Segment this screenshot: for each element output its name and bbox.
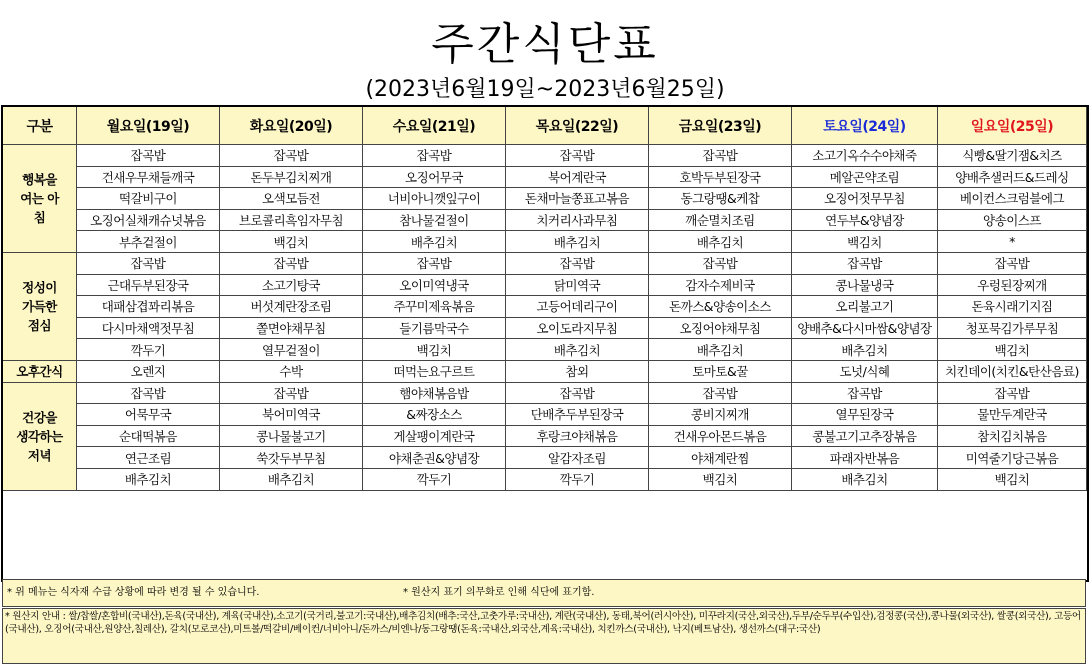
menu-cell: 잡곡밥 (792, 382, 938, 404)
menu-row (3, 360, 1087, 382)
menu-row (3, 447, 1087, 469)
menu-cell: 백김치 (792, 231, 938, 253)
section-label: 건강을 생각하는 저녁 (3, 382, 77, 490)
menu-cell: 배추김치 (77, 468, 220, 490)
menu-cell: 쑥갓두부무침 (220, 447, 363, 469)
header-day-4: 금요일(23일) (649, 107, 792, 145)
menu-cell: 주꾸미제육볶음 (363, 296, 506, 318)
menu-row (3, 425, 1087, 447)
menu-cell: 백김치 (649, 468, 792, 490)
menu-cell: 호박두부된장국 (649, 166, 792, 188)
header-row (3, 107, 1087, 145)
weekly-menu-table (2, 106, 1087, 491)
menu-cell: 도넛/식혜 (792, 360, 938, 382)
period-subtitle: (2023년6월19일~2023년6월25일) (365, 77, 725, 102)
menu-cell: 콩비지찌개 (649, 404, 792, 426)
menu-cell: 백김치 (363, 339, 506, 361)
menu-cell: 돈까스&양송이소스 (649, 296, 792, 318)
menu-cell: 치커리사과무침 (506, 209, 649, 231)
menu-cell: 치킨데이(치킨&탄산음료) (938, 360, 1087, 382)
menu-cell: 배추김치 (506, 231, 649, 253)
menu-cell: 양배추&다시마쌈&양념장 (792, 317, 938, 339)
menu-cell: 소고기옥수수야채죽 (792, 145, 938, 167)
menu-cell: 잡곡밥 (649, 145, 792, 167)
menu-row (3, 468, 1087, 490)
menu-cell: 오징어무국 (363, 166, 506, 188)
menu-cell: 콩나물냉국 (792, 274, 938, 296)
menu-cell: 소고기탕국 (220, 274, 363, 296)
notice-bar (2, 579, 1086, 607)
menu-cell: 잡곡밥 (792, 252, 938, 274)
menu-row (3, 382, 1087, 404)
menu-cell: 수박 (220, 360, 363, 382)
menu-cell: 근대두부된장국 (77, 274, 220, 296)
menu-cell: 닭미역국 (506, 274, 649, 296)
menu-cell: 우렁된장찌개 (938, 274, 1087, 296)
menu-cell: 잡곡밥 (220, 382, 363, 404)
menu-row (3, 339, 1087, 361)
menu-cell: 너비아니깻잎구이 (363, 188, 506, 210)
menu-cell: 동그랑땡&케찹 (649, 188, 792, 210)
menu-cell: 감자수제비국 (649, 274, 792, 296)
menu-cell: 들기름막국수 (363, 317, 506, 339)
menu-cell: 떡갈비구이 (77, 188, 220, 210)
menu-cell: 야채춘권&양념장 (363, 447, 506, 469)
menu-cell: 오이도라지무침 (506, 317, 649, 339)
menu-cell: 잡곡밥 (649, 382, 792, 404)
menu-row (3, 404, 1087, 426)
menu-cell: 오렌지 (77, 360, 220, 382)
menu-cell: 토마토&꿀 (649, 360, 792, 382)
menu-cell: 오징어야채무침 (649, 317, 792, 339)
header-day-6: 일요일(25일) (938, 107, 1087, 145)
menu-row (3, 296, 1087, 318)
menu-cell: * (938, 231, 1087, 253)
menu-cell: 잡곡밥 (77, 252, 220, 274)
menu-cell: 오징어젓무무침 (792, 188, 938, 210)
menu-cell: 콩나물불고기 (220, 425, 363, 447)
menu-cell: 잡곡밥 (220, 252, 363, 274)
header-day-3: 목요일(22일) (506, 107, 649, 145)
menu-cell: 오이미역냉국 (363, 274, 506, 296)
menu-cell: 햄야채볶음밥 (363, 382, 506, 404)
menu-cell: 열무겉절이 (220, 339, 363, 361)
header-day-0: 월요일(19일) (77, 107, 220, 145)
menu-cell: 열무된장국 (792, 404, 938, 426)
menu-cell: 잡곡밥 (506, 382, 649, 404)
header-day-1: 화요일(20일) (220, 107, 363, 145)
menu-cell: 잡곡밥 (363, 145, 506, 167)
section-label: 정성이 가득한 점심 (3, 252, 77, 360)
menu-cell: 오색모듬전 (220, 188, 363, 210)
menu-cell: 잡곡밥 (363, 252, 506, 274)
notice-change: * 위 메뉴는 식자재 수급 상황에 따라 변경 될 수 있습니다. (7, 587, 260, 598)
menu-cell: 잡곡밥 (220, 145, 363, 167)
menu-row (3, 252, 1087, 274)
page-title: 주간식단표 (431, 19, 659, 70)
menu-cell: 배추김치 (792, 339, 938, 361)
menu-row (3, 166, 1087, 188)
menu-cell: 어묵무국 (77, 404, 220, 426)
menu-cell: 오리불고기 (792, 296, 938, 318)
menu-cell: 버섯계란장조림 (220, 296, 363, 318)
menu-cell: 쫄면야채무침 (220, 317, 363, 339)
menu-cell: 건새우아몬드볶음 (649, 425, 792, 447)
origin-info: * 원산지 안내 : 쌀/찹쌀/혼합비(국내산),돈육(국내산), 계육(국내산),소고기(국거리,불고기:국내산),배추김치(배추:국산,고춧가루:국내산), 계란(국내산), 동태,북어(러시아산), 미꾸라지(국산,외국산),두부/순두부(수입산),검정콩(국산),콩나물(외국산), 쌀콩(외국산), 고등어(국내산), 오징어(국내산,원양산,칠레산), 갈치(모로코산),미트볼/떡갈비/베이컨/너비아니/돈까스/비엔나/동그랑땡(돈육:국내산,외국산,계육:국내산), 치킨까스(국내산), 낙지(베트남산), 생선까스(대구:국산) (2, 608, 1086, 664)
menu-cell: 잡곡밥 (506, 252, 649, 274)
menu-cell: 배추김치 (649, 231, 792, 253)
section-label: 행복을 여는 아침 (3, 145, 77, 253)
menu-cell: 돈두부김치찌개 (220, 166, 363, 188)
menu-cell: 연두부&양념장 (792, 209, 938, 231)
menu-cell: 브로콜리흑임자무침 (220, 209, 363, 231)
menu-cell: 부추겉절이 (77, 231, 220, 253)
menu-row (3, 188, 1087, 210)
menu-cell: 메알곤약조림 (792, 166, 938, 188)
menu-row (3, 209, 1087, 231)
menu-cell: 돈육시래기지짐 (938, 296, 1087, 318)
menu-cell: 깍두기 (363, 468, 506, 490)
menu-cell: 건새우무채들깨국 (77, 166, 220, 188)
menu-cell: 대패삼겹꽈리볶음 (77, 296, 220, 318)
menu-cell: 미역줄기당근볶음 (938, 447, 1087, 469)
menu-cell: 양배추샐러드&드레싱 (938, 166, 1087, 188)
menu-row (3, 274, 1087, 296)
menu-cell: 배추김치 (363, 231, 506, 253)
menu-cell: 배추김치 (506, 339, 649, 361)
menu-cell: 깍두기 (506, 468, 649, 490)
menu-cell: 떠먹는요구르트 (363, 360, 506, 382)
header-day-2: 수요일(21일) (363, 107, 506, 145)
menu-cell: 게살팽이계란국 (363, 425, 506, 447)
menu-cell: 배추김치 (649, 339, 792, 361)
menu-cell: 베이컨스크럼블에그 (938, 188, 1087, 210)
menu-row (3, 231, 1087, 253)
menu-cell: 돈채마늘쫑표고볶음 (506, 188, 649, 210)
menu-cell: 식빵&딸기잼&치즈 (938, 145, 1087, 167)
menu-cell: 잡곡밥 (77, 145, 220, 167)
menu-cell: 오징어실채캐슈넛볶음 (77, 209, 220, 231)
menu-cell: 다시마채액젓무침 (77, 317, 220, 339)
menu-cell: 콩불고기고추장볶음 (792, 425, 938, 447)
menu-cell: 참치김치볶음 (938, 425, 1087, 447)
menu-cell: 잡곡밥 (77, 382, 220, 404)
menu-cell: 청포묵김가루무침 (938, 317, 1087, 339)
menu-cell: 야채계란찜 (649, 447, 792, 469)
menu-cell: 파래자반볶음 (792, 447, 938, 469)
menu-row (3, 317, 1087, 339)
menu-cell: 잡곡밥 (506, 145, 649, 167)
menu-cell: 알감자조림 (506, 447, 649, 469)
notice-origin: * 원산지 표기 의무화로 인해 식단에 표기함. (403, 587, 595, 598)
menu-cell: 고등어데리구이 (506, 296, 649, 318)
menu-row (3, 145, 1087, 167)
menu-cell: 깨순멸치조림 (649, 209, 792, 231)
menu-cell: 단배추두부된장국 (506, 404, 649, 426)
menu-cell: 잡곡밥 (649, 252, 792, 274)
menu-cell: 배추김치 (220, 468, 363, 490)
header-day-5: 토요일(24일) (792, 107, 938, 145)
menu-cell: 연근조림 (77, 447, 220, 469)
menu-cell: 백김치 (220, 231, 363, 253)
menu-cell: 배추김치 (792, 468, 938, 490)
menu-cell: 후랑크야채볶음 (506, 425, 649, 447)
header-category: 구분 (3, 107, 77, 145)
menu-cell: 순대떡볶음 (77, 425, 220, 447)
menu-cell: 북어계란국 (506, 166, 649, 188)
menu-cell: 백김치 (938, 468, 1087, 490)
menu-cell: 잡곡밥 (938, 382, 1087, 404)
menu-cell: 참외 (506, 360, 649, 382)
menu-cell: 참나물겉절이 (363, 209, 506, 231)
menu-cell: 양송이스프 (938, 209, 1087, 231)
menu-cell: 잡곡밥 (938, 252, 1087, 274)
menu-cell: &짜장소스 (363, 404, 506, 426)
menu-cell: 깍두기 (77, 339, 220, 361)
menu-cell: 물만두계란국 (938, 404, 1087, 426)
menu-cell: 백김치 (938, 339, 1087, 361)
menu-cell: 북어미역국 (220, 404, 363, 426)
section-label: 오후간식 (3, 360, 77, 382)
